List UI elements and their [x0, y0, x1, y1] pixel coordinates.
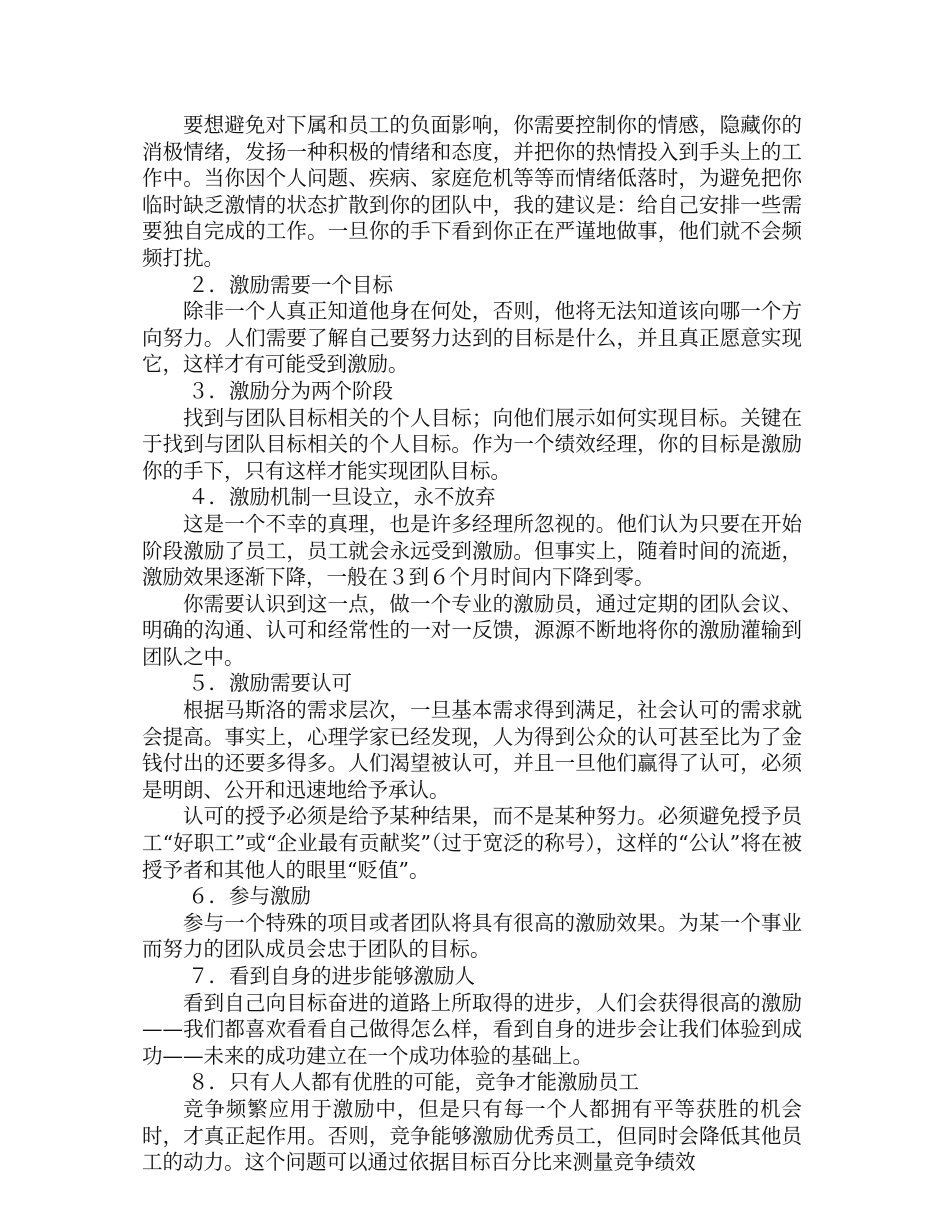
paragraph-recognition-1: 根据马斯洛的需求层次，一旦基本需求得到满足，社会认可的需求就会提高。事实上，心理学家已经发现，人为得到公众的认可甚至比为了金钱付出的还要多得多。人们渴望被认可，并且一旦他们赢得了认可，必须是明朗、公开和迅速地给予承认。 — [142, 698, 802, 802]
paragraph-two-stages: 找到与团队目标相关的个人目标；向他们展示如何实现目标。关键在于找到与团队目标相关的个人目标。作为一个绩效经理，你的目标是激励你的手下，只有这样才能实现团队目标。 — [142, 405, 802, 483]
paragraph-participation: 参与一个特殊的项目或者团队将具有很高的激励效果。为某一个事业而努力的团队成员会忠于团队的目标。 — [142, 910, 802, 962]
paragraph-recognition-2: 认可的授予必须是给予某种结果，而不是某种努力。必须避免授予员工“好职工”或“企业最有贡献奖”（过于宽泛的称号），这样的“公认”将在被授予者和其他人的眼里“贬值”。 — [142, 804, 802, 882]
paragraph-never-give-up-1: 这是一个不幸的真理，也是许多经理所忽视的。他们认为只要在开始阶段激励了员工，员工就会永远受到激励。但事实上，随着时间的流逝，激励效果逐渐下降，一般在３到６个月时间内下降到零。 — [142, 511, 802, 590]
section-heading-recognition: ５．激励需要认可 — [188, 671, 352, 696]
paragraph-never-give-up-2: 你需要认识到这一点，做一个专业的激励员，通过定期的团队会议、明确的沟通、认可和经常性的一对一反馈，源源不断地将你的激励灌输到团队之中。 — [142, 591, 802, 669]
section-heading-progress: ７．看到自身的进步能够激励人 — [188, 964, 475, 988]
section-heading-two-stages: ３．激励分为两个阶段 — [188, 378, 393, 403]
section-heading-competition: ８．只有人人都有优胜的可能，竞争才能激励员工 — [188, 1070, 639, 1095]
paragraph-goal: 除非一个人真正知道他身在何处，否则，他将无法知道该向哪一个方向努力。人们需要了解自己要努力达到的目标是什么，并且真正愿意实现它，这样才有可能受到激励。 — [142, 299, 802, 377]
document-page — [142, 112, 802, 1176]
section-heading-never-give-up: ４．激励机制一旦设立，永不放弃 — [188, 485, 496, 510]
section-heading-participation: ６．参与激励 — [188, 884, 311, 909]
paragraph-competition: 竞争频繁应用于激励中，但是只有每一个人都拥有平等获胜的机会时，才真正起作用。否则，竞争能够激励优秀员工，但同时会降低其他员工的动力。这个问题可以通过依据目标百分比来测量竞争绩效 — [142, 1096, 802, 1175]
section-heading-goal: ２．激励需要一个目标 — [188, 272, 393, 297]
paragraph-emotion-control: 要想避免对下属和员工的负面影响，你需要控制你的情感，隐藏你的消极情绪，发扬一种积极的情绪和态度，并把你的热情投入到手头上的工作中。当你因个人问题、疾病、家庭危机等等而情绪低落时，为避免把你临时缺乏激情的状态扩散到你的团队中，我的建议是：给自己安排一些需要独自完成的工作。一旦你的手下看到你正在严谨地做事，他们就不会频频打扰。 — [142, 113, 802, 270]
paragraph-progress: 看到自己向目标奋进的道路上所取得的进步，人们会获得很高的激励——我们都喜欢看看自己做得怎么样，看到自身的进步会让我们体验到成功——未来的成功建立在一个成功体验的基础上。 — [142, 990, 802, 1068]
